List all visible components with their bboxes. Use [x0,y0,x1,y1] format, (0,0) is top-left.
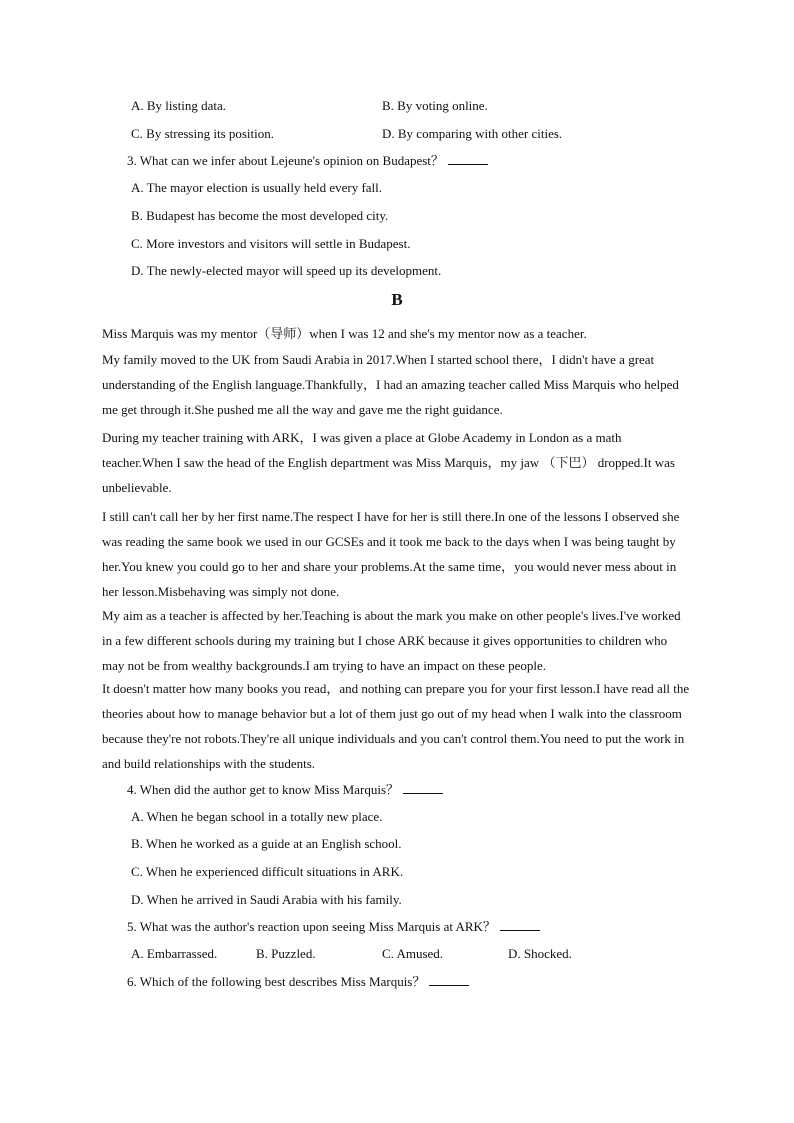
passage-paragraph-6: It doesn't matter how many books you read，and nothing can prepare you for your first lesson.I have read all the theories about how to manage behavior but a lot of them just go out of my head when I walk into the classroom because they're not robots.They're all unique individuals and you can't control them.You need to put the work in and build relationships with the students. [102,681,690,771]
q3-option-c: C. More investors and visitors will settle in Budapest. [131,236,411,251]
section-heading-b: B [391,290,403,309]
q3-answer-blank [448,152,488,165]
q4-option-d: D. When he arrived in Saudi Arabia with his family. [131,892,402,907]
passage-paragraph-2: My family moved to the UK from Saudi Arabia in 2017.When I started school there，I didn't have a great understanding of the English language.Thankfully，I had an amazing teacher called Miss Marquis who helped me get through it.She pushed me all the way and gave me the right guidance. [102,352,679,417]
q5-option-a: A. Embarrassed. [131,946,218,961]
q5-stem: 5. What was the author's reaction upon seeing Miss Marquis at ARK？ [127,918,540,935]
passage-paragraph-4: I still can't call her by her first name.The respect I have for her is still there.In one of the lessons I observed she was reading the same book we used in our GCSEs and it took me back to the days when I was being taught by her.You knew you could go to her and share your problems.At the same time，you would never mess about in her lesson.Misbehaving was simply not done. [102,509,680,599]
q2-option-b: B. By voting online. [382,98,488,113]
q6-answer-blank [429,973,469,986]
q6-stem: 6. Which of the following best describes Miss Marquis？ [127,973,469,990]
passage-paragraph-3: During my teacher training with ARK，I was given a place at Globe Academy in London as a math teacher.When I saw the head of the English department was Miss Marquis，my jaw （下巴） dropped.It was unbelievable. [102,430,675,495]
q3-option-a: A. The mayor election is usually held every fall. [131,180,383,195]
passage-paragraph-1: Miss Marquis was my mentor（导师）when I was 12 and she's my mentor now as a teacher. [102,326,587,341]
q2-option-a: A. By listing data. [131,98,226,113]
q2-option-c: C. By stressing its position. [131,126,275,141]
q4-option-c: C. When he experienced difficult situations in ARK. [131,864,404,879]
q5-option-b: B. Puzzled. [256,946,316,961]
q5-option-d: D. Shocked. [508,946,572,961]
q4-option-a: A. When he began school in a totally new place. [131,809,383,824]
passage-paragraph-5: My aim as a teacher is affected by her.Teaching is about the mark you make on other people's lives.I've worked in a few different schools during my training but I chose ARK because it gives opportunities to children who may not be from wealthy backgrounds.I am trying to have an impact on these people. [102,608,681,673]
q4-stem: 4. When did the author get to know Miss Marquis？ [127,781,443,798]
q3-option-b: B. Budapest has become the most developed city. [131,208,389,223]
q4-option-b: B. When he worked as a guide at an English school. [131,836,402,851]
q5-answer-blank [500,918,540,931]
q4-answer-blank [403,781,443,794]
q2-option-d: D. By comparing with other cities. [382,126,563,141]
q5-option-c: C. Amused. [382,946,444,961]
q3-stem: 3. What can we infer about Lejeune's opinion on Budapest？ [127,152,488,169]
q3-option-d: D. The newly-elected mayor will speed up its development. [131,263,442,278]
